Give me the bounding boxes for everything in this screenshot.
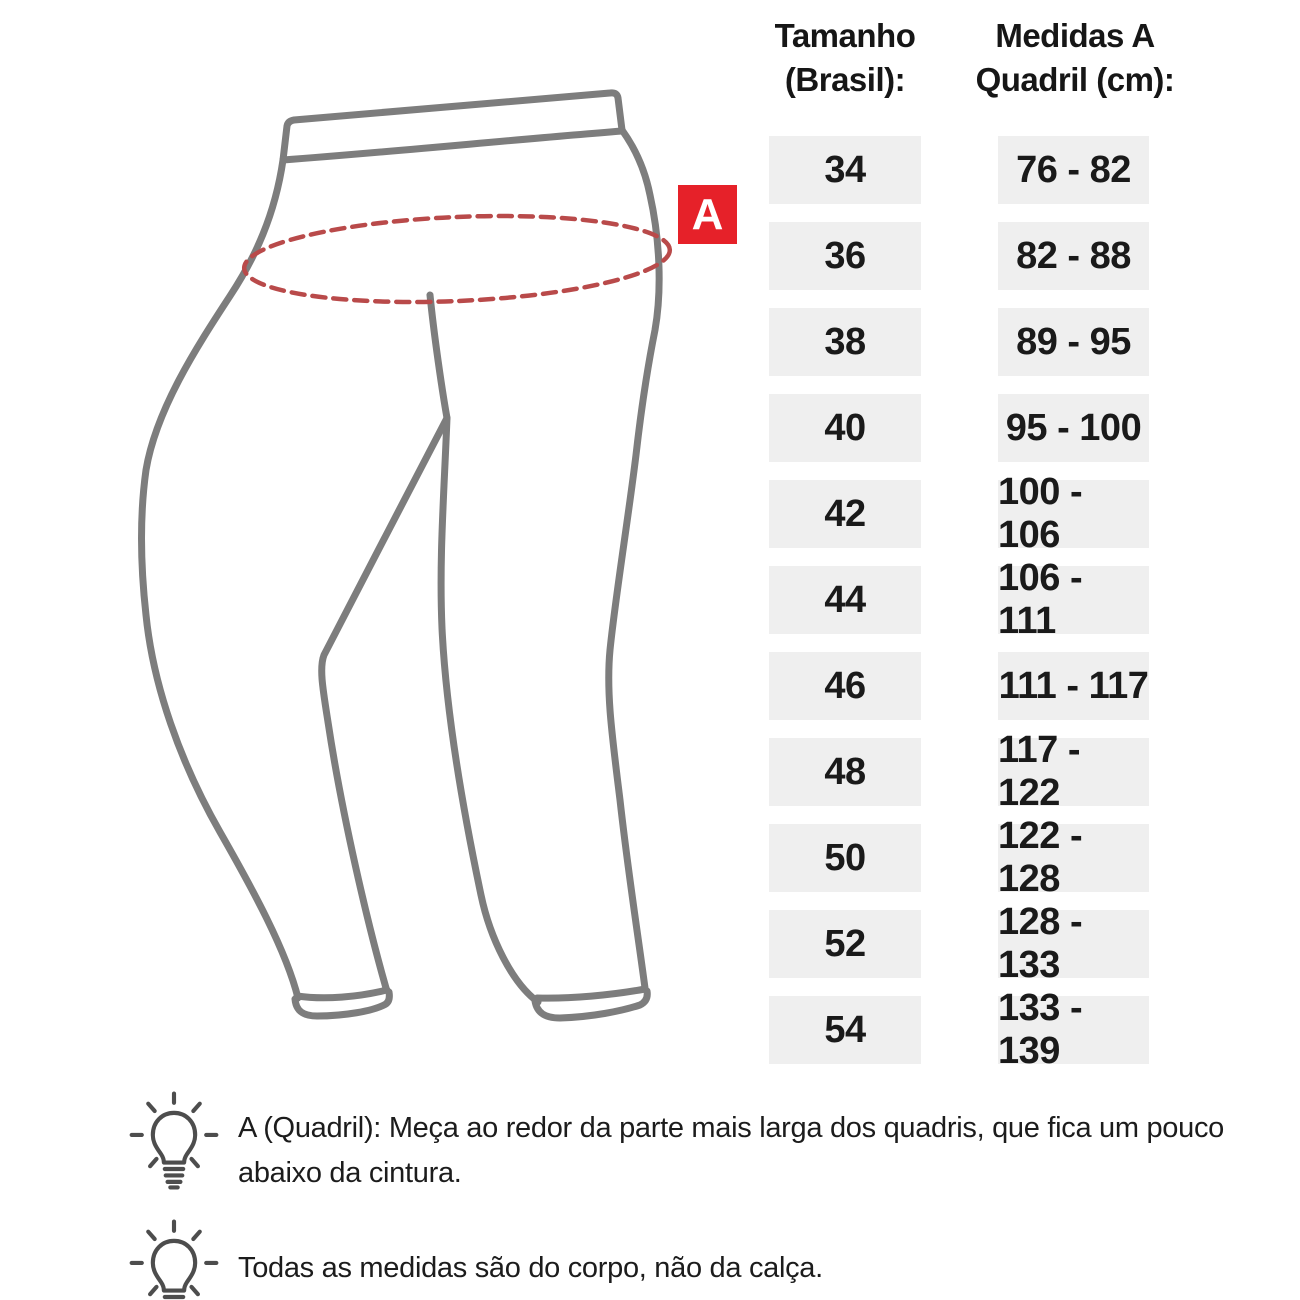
size-cell: 50 bbox=[769, 824, 921, 892]
hip-cell: 122 - 128 bbox=[998, 824, 1149, 892]
header-hip-line1: Medidas A bbox=[995, 17, 1155, 54]
table-row bbox=[769, 136, 1150, 204]
hip-cell: 95 - 100 bbox=[998, 394, 1149, 462]
hip-measure-ellipse bbox=[242, 208, 671, 311]
column-header-hip bbox=[970, 14, 1180, 102]
pants-outline bbox=[141, 93, 659, 1018]
size-cell: 36 bbox=[769, 222, 921, 290]
hip-cell: 117 - 122 bbox=[998, 738, 1149, 806]
table-row bbox=[769, 394, 1150, 462]
size-cell: 54 bbox=[769, 996, 921, 1064]
table-row bbox=[769, 815, 1150, 900]
hip-cell: 82 - 88 bbox=[998, 222, 1149, 290]
hip-cell: 100 - 106 bbox=[998, 480, 1149, 548]
table-row bbox=[769, 557, 1150, 642]
header-size-line2: (Brasil): bbox=[784, 61, 906, 98]
table-row bbox=[769, 729, 1150, 814]
note-text: A (Quadril): Meça ao redor da parte mais larga dos quadris, que fica um pouco abaixo da cintura. bbox=[238, 1112, 1224, 1189]
table-row bbox=[769, 901, 1150, 986]
size-cell: 52 bbox=[769, 910, 921, 978]
table-row bbox=[769, 222, 1150, 290]
size-cell: 48 bbox=[769, 738, 921, 806]
table-row bbox=[769, 308, 1150, 376]
lightbulb-icon bbox=[128, 1218, 220, 1300]
hip-cell: 89 - 95 bbox=[998, 308, 1149, 376]
note-item bbox=[128, 1218, 1228, 1300]
hip-cell: 76 - 82 bbox=[998, 136, 1149, 204]
header-size-line1: Tamanho bbox=[774, 17, 916, 54]
size-table-rows bbox=[769, 136, 1150, 1082]
size-cell: 40 bbox=[769, 394, 921, 462]
column-header-size bbox=[740, 14, 950, 102]
hip-marker-badge: A bbox=[678, 185, 737, 244]
note-item bbox=[128, 1090, 1228, 1202]
size-cell: 44 bbox=[769, 566, 921, 634]
hip-cell: 106 - 111 bbox=[998, 566, 1149, 634]
hip-cell: 111 - 117 bbox=[998, 652, 1149, 720]
size-cell: 46 bbox=[769, 652, 921, 720]
size-cell: 38 bbox=[769, 308, 921, 376]
lightbulb-icon bbox=[128, 1090, 220, 1202]
header-hip-line2: Quadril (cm): bbox=[975, 61, 1175, 98]
size-cell: 42 bbox=[769, 480, 921, 548]
pants-illustration bbox=[0, 0, 760, 1090]
note-text: Todas as medidas são do corpo, não da calça. bbox=[238, 1252, 823, 1284]
hip-cell: 128 - 133 bbox=[998, 910, 1149, 978]
hip-cell: 133 - 139 bbox=[998, 996, 1149, 1064]
table-row bbox=[769, 652, 1150, 720]
size-cell: 34 bbox=[769, 136, 921, 204]
table-row bbox=[769, 987, 1150, 1072]
table-row bbox=[769, 471, 1150, 556]
